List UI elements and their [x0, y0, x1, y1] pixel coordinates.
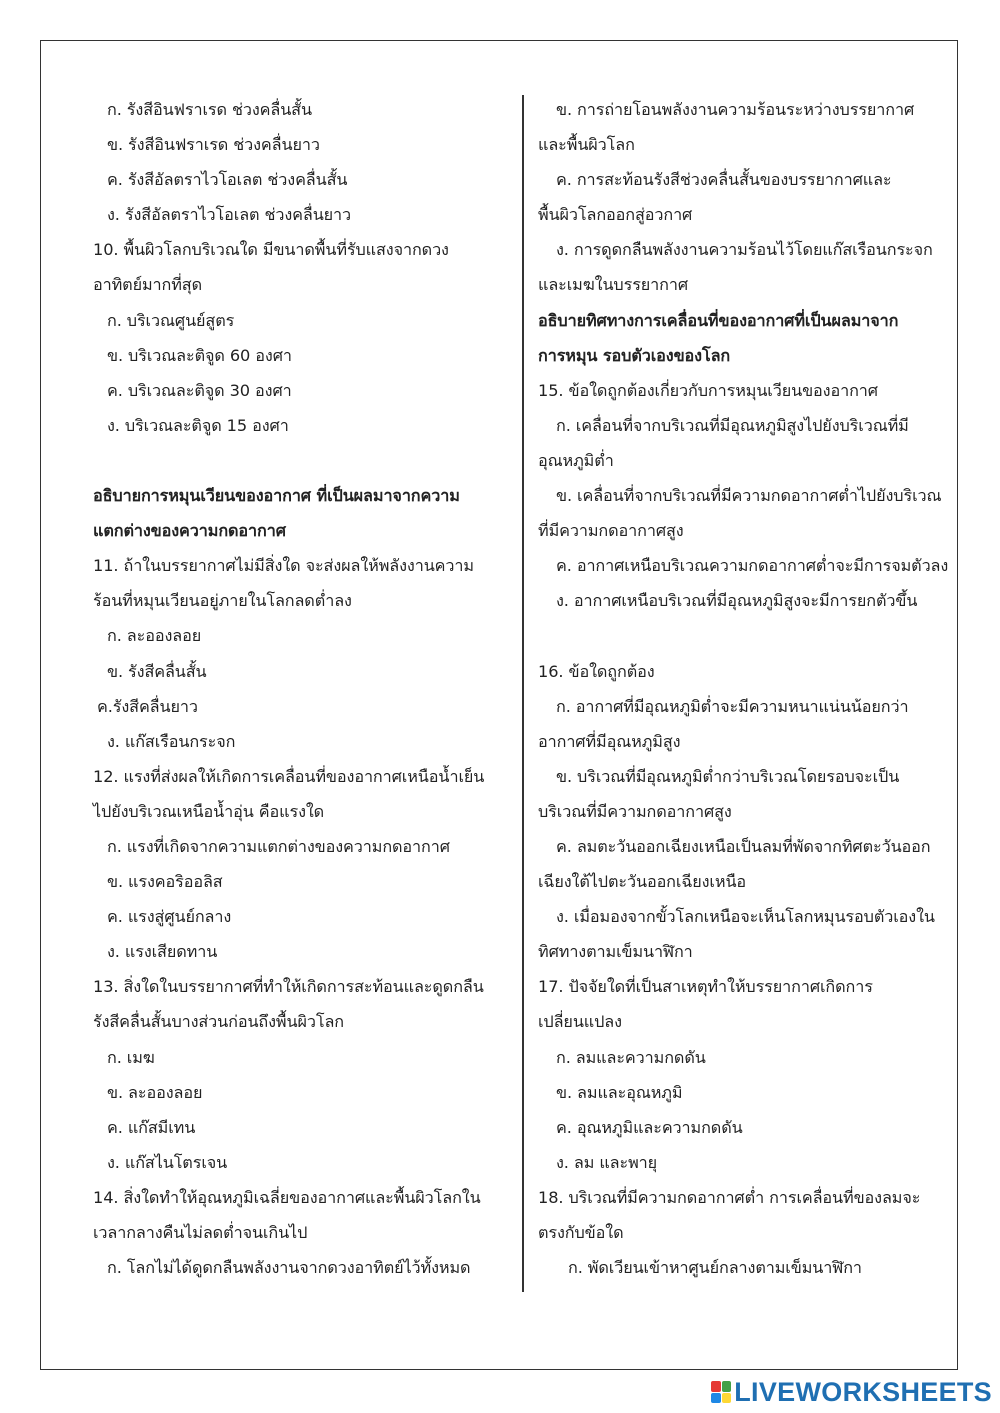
- question-10: 10. พื้นผิวโลกบริเวณใด มีขนาดพื้นที่รับแสงจากดวง: [93, 240, 449, 260]
- option-line: ข. บริเวณที่มีอุณหภูมิต่ำกว่าบริเวณโดยรอบจะเป็น: [556, 766, 900, 786]
- option-line: ข. การถ่ายโอนพลังงานความร้อนระหว่างบรรยากาศ: [556, 100, 915, 119]
- blank-line: [538, 618, 954, 653]
- logo-square: [711, 1381, 721, 1392]
- option-line: ก. โลกไม่ได้ดูดกลืนพลังงานจากดวงอาทิตย์ไว้ทั้งหมด: [107, 1258, 471, 1278]
- question-line: เปลี่ยนแปลง: [538, 1012, 622, 1032]
- option-line: บริเวณที่มีความกดอากาศสูง: [538, 801, 732, 821]
- question-line: ตรงกับข้อใด: [538, 1223, 624, 1242]
- liveworksheets-logo-icon: [711, 1381, 731, 1403]
- option-line: อุณหภูมิต่ำ: [538, 450, 614, 470]
- question-13: 13. สิ่งใดในบรรยากาศที่ทำให้เกิดการสะท้อนและดูดกลืน: [93, 977, 484, 997]
- option-line: ก. พัดเวียนเข้าหาศูนย์กลางตามเข็มนาฬิกา: [568, 1258, 862, 1278]
- option-line: ค. การสะท้อนรังสีช่วงคลื่นสั้นของบรรยากาศและ: [556, 170, 892, 190]
- option-line: อากาศที่มีอุณหภูมิสูง: [538, 731, 681, 751]
- option-line: ง. บริเวณละติจูด 15 องศา: [107, 415, 289, 435]
- option-line: ที่มีความกดอากาศสูง: [538, 521, 684, 541]
- option-line: ค. อุณหภูมิและความกดดัน: [556, 1117, 743, 1137]
- option-line: และเมฆในบรรยากาศ: [538, 275, 689, 295]
- question-17: 17. ปัจจัยใดที่เป็นสาเหตุทำให้บรรยากาศเกิดการ: [538, 977, 873, 997]
- question-line: อาทิตย์มากที่สุด: [93, 275, 203, 295]
- option-line: ข. ละอองลอย: [107, 1082, 203, 1102]
- option-line: ง. แก๊สเรือนกระจก: [107, 731, 236, 751]
- question-18: 18. บริเวณที่มีความกดอากาศต่ำ การเคลื่อนที่ของลมจะ: [538, 1187, 921, 1207]
- question-line: ร้อนที่หมุนเวียนอยู่ภายในโลกลดต่ำลง: [93, 591, 352, 611]
- option-line: ก. อากาศที่มีอุณหภูมิต่ำจะมีความหนาแน่นน้อยกว่า: [556, 696, 909, 716]
- option-line: ง. รังสีอัลตราไวโอเลต ช่วงคลื่นยาว: [107, 205, 352, 225]
- option-line: พื้นผิวโลกออกสู่อวกาศ: [538, 205, 693, 225]
- question-line: เวลากลางคืนไม่ลดต่ำจนเกินไป: [93, 1223, 308, 1242]
- option-line: ค. บริเวณละติจูด 30 องศา: [107, 380, 292, 400]
- question-line: ไปยังบริเวณเหนือน้ำอุ่น คือแรงใด: [93, 801, 325, 821]
- option-line: ข. รังสีคลื่นสั้น: [107, 661, 207, 681]
- left-column: [93, 92, 511, 1285]
- option-line: ค. แรงสู่ศูนย์กลาง: [107, 907, 232, 927]
- option-line: ข. รังสีอินฟราเรด ช่วงคลื่นยาว: [107, 135, 320, 155]
- option-line: ง. การดูดกลืนพลังงานความร้อนไว้โดยแก๊สเรือนกระจก: [556, 240, 933, 260]
- blank-line: [93, 443, 511, 478]
- right-column: [538, 92, 954, 1285]
- option-line: ก. เมฆ: [107, 1047, 155, 1067]
- option-line: ข. เคลื่อนที่จากบริเวณที่มีความกดอากาศต่ำไปยังบริเวณ: [556, 486, 942, 506]
- section-heading: การหมุน รอบตัวเองของโลก: [538, 345, 731, 365]
- section-heading: อธิบายการหมุนเวียนของอากาศ ที่เป็นผลมาจากความ: [93, 486, 460, 506]
- logo-square: [722, 1381, 732, 1392]
- option-line: ข. ลมและอุณหภูมิ: [556, 1082, 683, 1102]
- logo-text: LIVEWORKSHEETS: [734, 1376, 992, 1407]
- question-line: รังสีคลื่นสั้นบางส่วนก่อนถึงพื้นผิวโลก: [93, 1012, 344, 1032]
- logo-square: [722, 1393, 732, 1404]
- liveworksheets-logo: [711, 1377, 992, 1407]
- option-line: และพื้นผิวโลก: [538, 135, 635, 155]
- option-line: ข. บริเวณละติจูด 60 องศา: [107, 345, 292, 365]
- option-line: ก. รังสีอินฟราเรด ช่วงคลื่นสั้น: [107, 100, 312, 119]
- option-line: ทิศทางตามเข็มนาฬิกา: [538, 942, 693, 962]
- question-15: 15. ข้อใดถูกต้องเกี่ยวกับการหมุนเวียนของอากาศ: [538, 380, 878, 400]
- question-16: 16. ข้อใดถูกต้อง: [538, 661, 655, 681]
- logo-square: [711, 1393, 721, 1404]
- option-line: ก. ละอองลอย: [107, 626, 202, 646]
- option-line: ก. เคลื่อนที่จากบริเวณที่มีอุณหภูมิสูงไปยังบริเวณที่มี: [556, 415, 909, 435]
- option-line: ค. รังสีอัลตราไวโอเลต ช่วงคลื่นสั้น: [107, 170, 348, 190]
- option-line: ง. ลม และพายุ: [556, 1152, 658, 1172]
- column-divider: [522, 95, 524, 1292]
- option-line: ค.รังสีคลื่นยาว: [97, 696, 198, 716]
- section-heading: อธิบายทิศทางการเคลื่อนที่ของอากาศที่เป็นผลมาจาก: [538, 310, 899, 330]
- option-line: เฉียงใต้ไปตะวันออกเฉียงเหนือ: [538, 872, 747, 892]
- option-line: ค. อากาศเหนือบริเวณความกดอากาศต่ำจะมีการจมตัวลง: [556, 556, 949, 576]
- option-line: ง. แก๊สไนโตรเจน: [107, 1152, 228, 1172]
- option-line: ข. แรงคอริออลิส: [107, 872, 223, 892]
- question-14: 14. สิ่งใดทำให้อุณหภูมิเฉลี่ยของอากาศและพื้นผิวโลกใน: [93, 1187, 481, 1207]
- question-12: 12. แรงที่ส่งผลให้เกิดการเคลื่อนที่ของอากาศเหนือน้ำเย็น: [93, 766, 485, 786]
- option-line: ง. เมื่อมองจากขั้วโลกเหนือจะเห็นโลกหมุนรอบตัวเองใน: [556, 907, 935, 927]
- option-line: ค. แก๊สมีเทน: [107, 1117, 196, 1137]
- option-line: ง. แรงเสียดทาน: [107, 942, 218, 962]
- section-heading: แตกต่างของความกดอากาศ: [93, 521, 286, 541]
- option-line: ก. บริเวณศูนย์สูตร: [107, 310, 235, 330]
- option-line: ค. ลมตะวันออกเฉียงเหนือเป็นลมที่พัดจากทิศตะวันออก: [556, 836, 931, 856]
- option-line: ง. อากาศเหนือบริเวณที่มีอุณหภูมิสูงจะมีการยกตัวขึ้น: [556, 591, 918, 611]
- question-11: 11. ถ้าในบรรยากาศไม่มีสิ่งใด จะส่งผลให้พลังงานความ: [93, 556, 474, 576]
- option-line: ก. ลมและความกดดัน: [556, 1047, 706, 1067]
- option-line: ก. แรงที่เกิดจากความแตกต่างของความกดอากาศ: [107, 836, 450, 856]
